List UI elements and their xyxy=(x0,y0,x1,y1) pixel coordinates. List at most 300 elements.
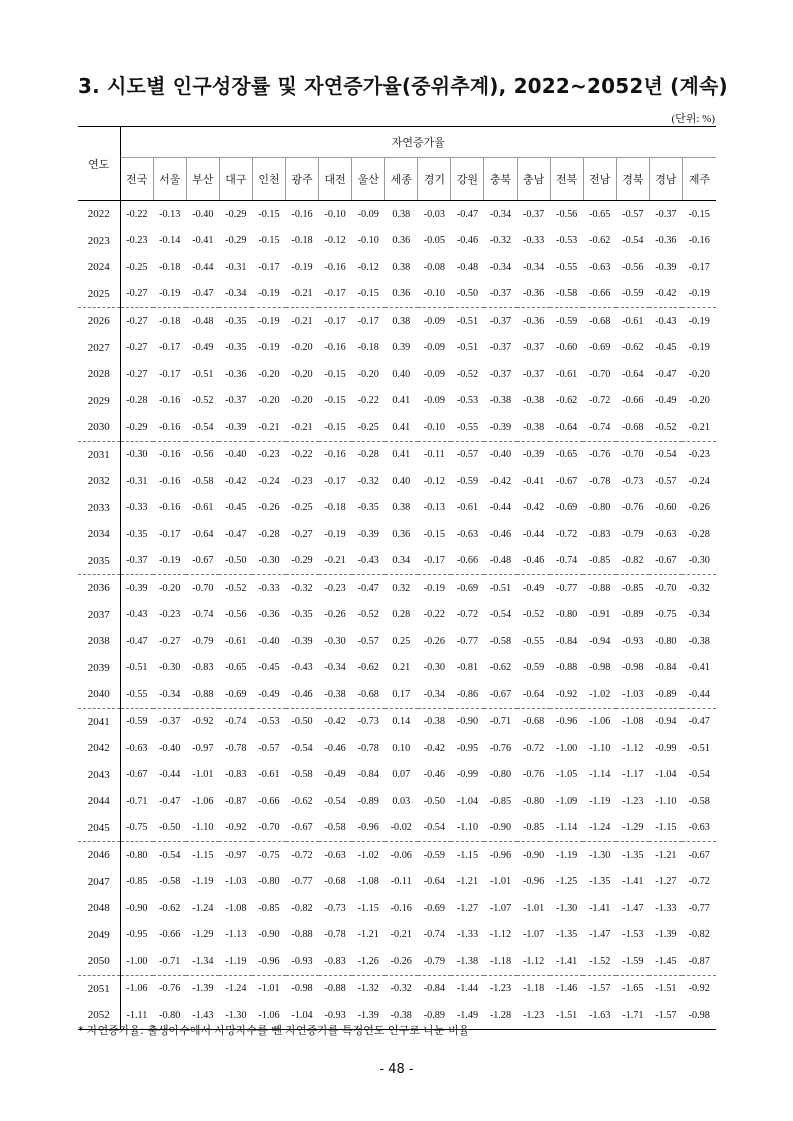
value-cell: -0.55 xyxy=(556,261,578,273)
value-cell: -0.21 xyxy=(286,414,319,441)
value-cell: -0.88 xyxy=(324,983,346,995)
region-header: 대구 xyxy=(219,158,252,201)
year-cell: 2026 xyxy=(78,308,120,335)
value-cell: -0.64 xyxy=(550,414,583,441)
value-cell: -0.06 xyxy=(390,849,412,861)
value-cell: -0.37 xyxy=(655,208,677,220)
value-cell: -0.34 xyxy=(489,208,512,220)
value-cell: -0.84 xyxy=(357,769,379,781)
value-cell: -0.16 xyxy=(159,475,181,487)
value-cell: 0.38 xyxy=(392,315,411,327)
year-cell: 2051 xyxy=(78,975,120,1002)
value-cell: -0.41 xyxy=(688,662,710,674)
value-cell: -0.77 xyxy=(556,582,578,594)
value-cell: -0.08 xyxy=(423,261,445,273)
value-cell: -0.50 xyxy=(451,281,484,308)
year-cell: 2046 xyxy=(78,842,120,869)
value-cell: -0.22 xyxy=(357,395,379,407)
value-cell: -0.26 xyxy=(688,502,710,514)
value-cell: -0.76 xyxy=(622,502,644,514)
value-cell: -0.59 xyxy=(556,315,578,327)
value-cell: -0.16 xyxy=(688,235,710,247)
value-cell: 0.07 xyxy=(392,769,411,781)
value-cell: -0.98 xyxy=(291,983,313,995)
value-cell: -1.10 xyxy=(655,795,677,807)
value-cell: -0.80 xyxy=(655,635,677,647)
value-cell: -0.17 xyxy=(159,528,181,540)
value-cell: -0.46 xyxy=(423,769,445,781)
value-cell: -0.93 xyxy=(286,948,319,975)
value-cell: -0.55 xyxy=(120,681,153,708)
year-cell: 2038 xyxy=(78,628,120,655)
value-cell: -0.96 xyxy=(522,876,545,888)
value-cell: -0.88 xyxy=(589,582,611,594)
value-cell: -0.49 xyxy=(252,681,285,708)
value-cell: -0.66 xyxy=(622,395,644,407)
value-cell: -0.34 xyxy=(522,261,545,273)
value-cell: -1.11 xyxy=(120,1002,153,1029)
value-cell: -0.47 xyxy=(655,368,677,380)
value-cell: -0.89 xyxy=(357,795,379,807)
value-cell: -0.51 xyxy=(456,315,479,327)
value-cell: -0.38 xyxy=(688,635,710,647)
value-cell: -0.34 xyxy=(324,662,346,674)
value-cell: -0.54 xyxy=(291,742,313,754)
value-cell: -0.38 xyxy=(522,395,545,407)
value-cell: -0.74 xyxy=(583,414,616,441)
value-cell: -1.04 xyxy=(456,795,479,807)
value-cell: -0.30 xyxy=(126,449,148,461)
value-cell: -0.61 xyxy=(556,368,578,380)
value-cell: -1.47 xyxy=(622,902,644,914)
value-cell: -0.16 xyxy=(390,902,412,914)
value-cell: -0.67 xyxy=(688,849,710,861)
value-cell: -0.16 xyxy=(159,449,181,461)
value-cell: -0.68 xyxy=(324,876,346,888)
value-cell: -0.26 xyxy=(423,635,445,647)
year-cell: 2044 xyxy=(78,788,120,815)
value-cell: -0.85 xyxy=(517,815,550,842)
value-cell: -0.52 xyxy=(357,609,379,621)
value-cell: 0.21 xyxy=(392,662,411,674)
year-cell: 2047 xyxy=(78,869,120,896)
value-cell: -0.13 xyxy=(423,502,445,514)
value-cell: -0.54 xyxy=(324,795,346,807)
value-cell: -0.19 xyxy=(324,528,346,540)
value-cell: 0.36 xyxy=(392,235,411,247)
value-cell: -1.35 xyxy=(622,849,644,861)
value-cell: -0.78 xyxy=(324,929,346,941)
value-cell: -0.34 xyxy=(418,681,451,708)
value-cell: -0.17 xyxy=(258,261,280,273)
value-cell: -0.90 xyxy=(522,849,545,861)
value-cell: -0.46 xyxy=(489,528,512,540)
value-cell: -0.67 xyxy=(186,548,219,575)
value-cell: 0.41 xyxy=(385,414,418,441)
value-cell: -1.63 xyxy=(583,1002,616,1029)
value-cell: -0.65 xyxy=(556,449,578,461)
value-cell: -0.46 xyxy=(517,548,550,575)
value-cell: -0.62 xyxy=(622,342,644,354)
region-header: 경남 xyxy=(649,158,682,201)
year-cell: 2052 xyxy=(78,1002,120,1029)
value-cell: -1.01 xyxy=(522,902,545,914)
value-cell: -1.65 xyxy=(622,983,644,995)
value-cell: -1.41 xyxy=(622,876,644,888)
value-cell: -0.88 xyxy=(556,662,578,674)
value-cell: 0.03 xyxy=(392,795,411,807)
region-header: 전남 xyxy=(583,158,616,201)
year-cell: 2034 xyxy=(78,521,120,548)
value-cell: -0.80 xyxy=(489,769,512,781)
value-cell: -1.09 xyxy=(556,795,578,807)
value-cell: -0.27 xyxy=(120,281,153,308)
value-cell: -0.18 xyxy=(291,235,313,247)
value-cell: -0.29 xyxy=(225,208,247,220)
value-cell: -1.03 xyxy=(225,876,247,888)
value-cell: -0.57 xyxy=(655,475,677,487)
value-cell: -0.47 xyxy=(357,582,379,594)
value-cell: -1.10 xyxy=(451,815,484,842)
value-cell: -0.78 xyxy=(357,742,379,754)
value-cell: -0.59 xyxy=(126,716,148,728)
value-cell: -1.51 xyxy=(655,983,677,995)
value-cell: -0.12 xyxy=(357,261,379,273)
value-cell: -0.60 xyxy=(655,502,677,514)
value-cell: -0.09 xyxy=(423,315,445,327)
value-cell: -1.57 xyxy=(649,1002,682,1029)
value-cell: -0.61 xyxy=(622,315,644,327)
table-row xyxy=(78,842,716,869)
value-cell: -1.01 xyxy=(192,769,214,781)
value-cell: -0.18 xyxy=(159,261,181,273)
value-cell: -0.39 xyxy=(655,261,677,273)
value-cell: -1.21 xyxy=(357,929,379,941)
value-cell: -0.29 xyxy=(120,414,153,441)
value-cell: -0.37 xyxy=(489,368,512,380)
value-cell: -0.73 xyxy=(324,902,346,914)
table-row xyxy=(78,869,716,896)
value-cell: -0.84 xyxy=(655,662,677,674)
value-cell: -0.76 xyxy=(589,449,611,461)
value-cell: -0.63 xyxy=(456,528,479,540)
value-cell: -1.07 xyxy=(489,902,512,914)
value-cell: -0.66 xyxy=(159,929,181,941)
value-cell: -0.20 xyxy=(291,368,313,380)
value-cell: -0.20 xyxy=(258,395,280,407)
natural-increase-table xyxy=(78,126,716,1030)
value-cell: -0.15 xyxy=(258,235,280,247)
value-cell: -0.50 xyxy=(153,815,186,842)
value-cell: -0.19 xyxy=(258,342,280,354)
value-cell: -0.90 xyxy=(126,902,148,914)
value-cell: -0.42 xyxy=(649,281,682,308)
table-row xyxy=(78,308,716,335)
value-cell: -0.42 xyxy=(522,502,545,514)
value-cell: -0.03 xyxy=(423,208,445,220)
value-cell: -0.54 xyxy=(186,414,219,441)
value-cell: -0.58 xyxy=(291,769,313,781)
value-cell: -0.24 xyxy=(258,475,280,487)
value-cell: -1.51 xyxy=(550,1002,583,1029)
year-cell: 2042 xyxy=(78,735,120,762)
value-cell: -0.82 xyxy=(291,902,313,914)
value-cell: -0.37 xyxy=(225,395,247,407)
value-cell: -0.51 xyxy=(489,582,512,594)
value-cell: -0.69 xyxy=(589,342,611,354)
value-cell: -0.05 xyxy=(423,235,445,247)
year-cell: 2024 xyxy=(78,254,120,281)
value-cell: -0.65 xyxy=(589,208,611,220)
value-cell: -0.32 xyxy=(291,582,313,594)
value-cell: -0.65 xyxy=(225,662,247,674)
value-cell: -1.38 xyxy=(451,948,484,975)
value-cell: -0.27 xyxy=(159,635,181,647)
year-cell: 2027 xyxy=(78,335,120,362)
value-cell: -0.15 xyxy=(324,368,346,380)
value-cell: -0.98 xyxy=(622,662,644,674)
value-cell: -0.16 xyxy=(324,342,346,354)
value-cell: -0.72 xyxy=(556,528,578,540)
value-cell: -0.16 xyxy=(159,395,181,407)
value-cell: -0.58 xyxy=(489,635,512,647)
year-cell: 2033 xyxy=(78,495,120,522)
value-cell: -1.33 xyxy=(456,929,479,941)
value-cell: -0.58 xyxy=(159,876,181,888)
region-header: 광주 xyxy=(286,158,319,201)
value-cell: -0.39 xyxy=(291,635,313,647)
value-cell: -0.17 xyxy=(159,342,181,354)
value-cell: -0.39 xyxy=(522,449,545,461)
value-cell: -1.03 xyxy=(616,681,649,708)
value-cell: -0.85 xyxy=(489,795,512,807)
value-cell: -0.38 xyxy=(489,395,512,407)
value-cell: -0.76 xyxy=(489,742,512,754)
value-cell: -1.27 xyxy=(456,902,479,914)
value-cell: -0.94 xyxy=(589,635,611,647)
value-cell: -0.40 xyxy=(258,635,280,647)
value-cell: -0.79 xyxy=(418,948,451,975)
value-cell: -0.54 xyxy=(489,609,512,621)
value-cell: -1.10 xyxy=(589,742,611,754)
value-cell: -0.77 xyxy=(456,635,479,647)
value-cell: 0.32 xyxy=(392,582,411,594)
value-cell: 0.25 xyxy=(392,635,411,647)
value-cell: -0.64 xyxy=(192,528,214,540)
value-cell: -1.06 xyxy=(126,983,148,995)
value-cell: -0.80 xyxy=(589,502,611,514)
value-cell: -1.24 xyxy=(192,902,214,914)
value-cell: -1.30 xyxy=(219,1002,252,1029)
table-row xyxy=(78,548,716,575)
value-cell: -0.57 xyxy=(456,449,479,461)
value-cell: -0.90 xyxy=(484,815,517,842)
value-cell: -0.43 xyxy=(655,315,677,327)
year-cell: 2028 xyxy=(78,361,120,388)
value-cell: -0.58 xyxy=(550,281,583,308)
value-cell: -1.39 xyxy=(192,983,214,995)
year-cell: 2039 xyxy=(78,655,120,682)
value-cell: -0.62 xyxy=(159,902,181,914)
value-cell: -1.23 xyxy=(517,1002,550,1029)
value-cell: -1.23 xyxy=(622,795,644,807)
value-cell: -1.46 xyxy=(556,983,578,995)
value-cell: -0.90 xyxy=(456,716,479,728)
value-cell: -0.75 xyxy=(258,849,280,861)
value-cell: -0.17 xyxy=(159,368,181,380)
value-cell: 0.39 xyxy=(392,342,411,354)
value-cell: -1.21 xyxy=(456,876,479,888)
value-cell: 0.38 xyxy=(392,208,411,220)
value-cell: -1.08 xyxy=(357,876,379,888)
value-cell: -0.09 xyxy=(357,208,379,220)
value-cell: -0.79 xyxy=(192,635,214,647)
value-cell: -0.13 xyxy=(159,208,181,220)
value-cell: -0.31 xyxy=(126,475,148,487)
value-cell: -0.36 xyxy=(522,315,545,327)
value-cell: -0.66 xyxy=(451,548,484,575)
value-cell: -1.12 xyxy=(489,929,512,941)
value-cell: -1.45 xyxy=(649,948,682,975)
value-cell: -0.70 xyxy=(655,582,677,594)
value-cell: -1.47 xyxy=(589,929,611,941)
value-cell: -0.17 xyxy=(418,548,451,575)
value-cell: -0.56 xyxy=(225,609,247,621)
value-cell: -1.30 xyxy=(556,902,578,914)
value-cell: -0.14 xyxy=(159,235,181,247)
year-cell: 2022 xyxy=(78,201,120,228)
value-cell: -0.64 xyxy=(622,368,644,380)
value-cell: -1.13 xyxy=(225,929,247,941)
value-cell: -0.53 xyxy=(556,235,578,247)
value-cell: -0.54 xyxy=(159,849,181,861)
value-cell: -0.98 xyxy=(682,1002,716,1029)
value-cell: -1.26 xyxy=(352,948,385,975)
value-cell: -0.19 xyxy=(291,261,313,273)
value-cell: -0.88 xyxy=(186,681,219,708)
value-cell: -0.52 xyxy=(225,582,247,594)
table-row xyxy=(78,815,716,842)
value-cell: -0.45 xyxy=(258,662,280,674)
value-cell: -0.63 xyxy=(682,815,716,842)
value-cell: -0.19 xyxy=(682,281,716,308)
value-cell: 0.28 xyxy=(392,609,411,621)
value-cell: -0.31 xyxy=(225,261,247,273)
value-cell: -0.72 xyxy=(522,742,545,754)
value-cell: -0.20 xyxy=(159,582,181,594)
value-cell: -0.28 xyxy=(126,395,148,407)
value-cell: -0.46 xyxy=(324,742,346,754)
value-cell: -0.44 xyxy=(522,528,545,540)
value-cell: -0.41 xyxy=(192,235,214,247)
value-cell: -0.58 xyxy=(688,795,710,807)
value-cell: -0.80 xyxy=(153,1002,186,1029)
value-cell: -1.52 xyxy=(583,948,616,975)
value-cell: -0.09 xyxy=(423,395,445,407)
value-cell: -0.53 xyxy=(456,395,479,407)
value-cell: -1.06 xyxy=(589,716,611,728)
year-column-header: 연도 xyxy=(78,127,120,201)
value-cell: -0.89 xyxy=(649,681,682,708)
value-cell: -0.49 xyxy=(655,395,677,407)
value-cell: -0.19 xyxy=(252,281,285,308)
value-cell: -0.96 xyxy=(489,849,512,861)
value-cell: -0.68 xyxy=(589,315,611,327)
value-cell: -0.54 xyxy=(655,449,677,461)
table-row xyxy=(78,254,716,281)
value-cell: -0.20 xyxy=(291,395,313,407)
value-cell: -0.74 xyxy=(550,548,583,575)
value-cell: -0.73 xyxy=(622,475,644,487)
value-cell: -0.92 xyxy=(219,815,252,842)
value-cell: -0.18 xyxy=(159,315,181,327)
region-header: 세종 xyxy=(385,158,418,201)
value-cell: -0.19 xyxy=(153,281,186,308)
value-cell: -0.52 xyxy=(192,395,214,407)
year-cell: 2025 xyxy=(78,281,120,308)
value-cell: -0.09 xyxy=(423,342,445,354)
value-cell: -0.68 xyxy=(522,716,545,728)
value-cell: -1.49 xyxy=(451,1002,484,1029)
value-cell: 0.36 xyxy=(385,281,418,308)
value-cell: -1.19 xyxy=(556,849,578,861)
value-cell: -1.10 xyxy=(186,815,219,842)
value-cell: -0.85 xyxy=(126,876,148,888)
value-cell: -0.48 xyxy=(456,261,479,273)
value-cell: -0.19 xyxy=(258,315,280,327)
value-cell: -0.96 xyxy=(352,815,385,842)
value-cell: -0.63 xyxy=(126,742,148,754)
value-cell: -0.85 xyxy=(622,582,644,594)
value-cell: -1.14 xyxy=(550,815,583,842)
table-row xyxy=(78,975,716,1002)
value-cell: -0.34 xyxy=(489,261,512,273)
value-cell: -1.39 xyxy=(655,929,677,941)
value-cell: -0.17 xyxy=(324,475,346,487)
value-cell: -1.28 xyxy=(484,1002,517,1029)
value-cell: -1.14 xyxy=(589,769,611,781)
value-cell: -0.44 xyxy=(682,681,716,708)
value-cell: -0.36 xyxy=(655,235,677,247)
value-cell: 0.36 xyxy=(392,528,411,540)
table-row xyxy=(78,414,716,441)
value-cell: -0.25 xyxy=(352,414,385,441)
value-cell: -0.93 xyxy=(622,635,644,647)
value-cell: -1.44 xyxy=(456,983,479,995)
value-cell: -0.32 xyxy=(688,582,710,594)
value-cell: -0.47 xyxy=(225,528,247,540)
value-cell: -0.25 xyxy=(126,261,148,273)
table-row xyxy=(78,762,716,789)
value-cell: -0.20 xyxy=(357,368,379,380)
value-cell: -0.52 xyxy=(649,414,682,441)
value-cell: -0.75 xyxy=(120,815,153,842)
region-header: 충북 xyxy=(484,158,517,201)
value-cell: -0.50 xyxy=(291,716,313,728)
value-cell: -0.82 xyxy=(688,929,710,941)
value-cell: -0.22 xyxy=(291,449,313,461)
value-cell: -0.20 xyxy=(291,342,313,354)
value-cell: -0.99 xyxy=(655,742,677,754)
value-cell: -0.18 xyxy=(357,342,379,354)
value-cell: -0.40 xyxy=(159,742,181,754)
value-cell: -0.89 xyxy=(418,1002,451,1029)
value-cell: -0.36 xyxy=(517,281,550,308)
value-cell: -0.19 xyxy=(423,582,445,594)
value-cell: -0.47 xyxy=(159,795,181,807)
value-cell: -0.92 xyxy=(550,681,583,708)
value-cell: -0.17 xyxy=(324,315,346,327)
